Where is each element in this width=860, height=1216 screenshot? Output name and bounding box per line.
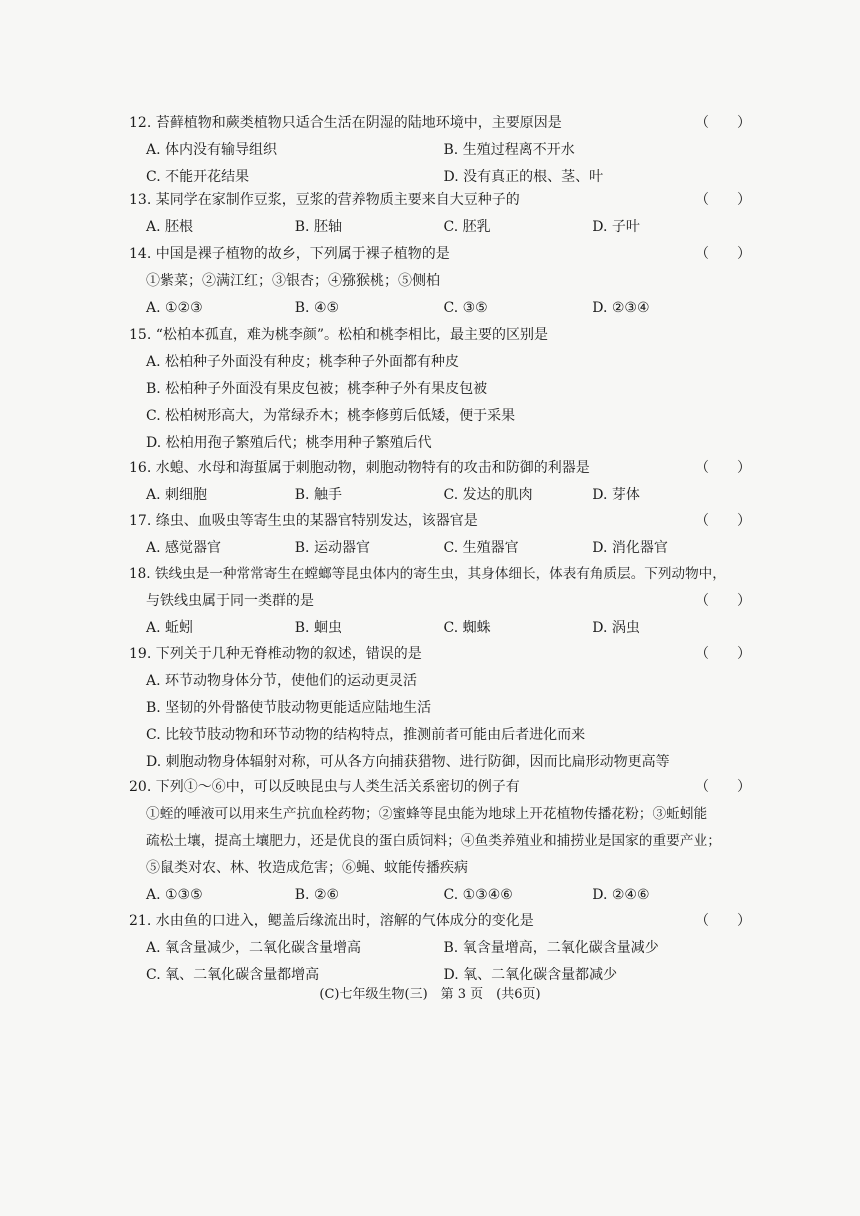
- option-c: C. 氧、二氧化碳含量都增高: [146, 967, 320, 983]
- option-d: D. ②③④: [592, 300, 650, 316]
- answer-bracket: （ ）: [695, 246, 751, 262]
- answer-bracket: （ ）: [695, 192, 751, 208]
- option-d: D. 氧、二氧化碳含量都减少: [443, 967, 618, 983]
- option-d: D. 消化器官: [592, 540, 668, 556]
- option-c: C. ①③④⑥: [443, 887, 513, 903]
- question-18: [129, 561, 751, 642]
- option-b: B. 松柏种子外面没有果皮包被；桃李种子外有果皮包被: [146, 381, 488, 397]
- question-items-line: ①蛭的唾液可以用来生产抗血栓药物；②蜜蜂等昆虫能为地球上开花植物传播花粉；③蚯蚓能: [146, 806, 708, 822]
- option-b: B. ②⑥: [294, 887, 340, 903]
- answer-bracket: （ ）: [695, 646, 751, 662]
- option-b: B. 触手: [294, 487, 342, 503]
- answer-bracket: （ ）: [695, 913, 751, 929]
- option-b: B. 氧含量增高，二氧化碳含量减少: [443, 940, 659, 956]
- option-c: C. 不能开花结果: [146, 169, 250, 185]
- option-a: A. 环节动物身体分节，使他们的运动更灵活: [146, 673, 418, 689]
- option-c: C. 生殖器官: [443, 540, 519, 556]
- question-16: [129, 455, 751, 509]
- option-c: C. 松柏树形高大，为常绿乔木；桃李修剪后低矮，便于采果: [146, 408, 516, 424]
- answer-bracket: （ ）: [695, 115, 751, 131]
- option-b: B. 蛔虫: [294, 620, 342, 636]
- option-d: D. 刺胞动物身体辐射对称，可从各方向捕获猎物、进行防御，因而比扁形动物更高等: [146, 754, 670, 770]
- option-d: D. 芽体: [592, 487, 640, 503]
- question-stem: 14. 中国是裸子植物的故乡，下列属于裸子植物的是: [129, 246, 450, 262]
- question-19: [129, 641, 751, 776]
- question-stem: 19. 下列关于几种无脊椎动物的叙述，错误的是: [129, 646, 422, 662]
- question-13: [129, 187, 751, 241]
- option-b: B. 胚轴: [294, 219, 342, 235]
- option-d: D. 松柏用孢子繁殖后代；桃李用种子繁殖后代: [146, 435, 432, 451]
- option-d: D. ②④⑥: [592, 887, 650, 903]
- answer-bracket: （ ）: [695, 779, 751, 795]
- option-b: B. 坚韧的外骨骼使节肢动物更能适应陆地生活: [146, 700, 432, 716]
- option-c: C. 发达的肌肉: [443, 487, 533, 503]
- option-a: A. 蚯蚓: [146, 620, 194, 636]
- question-stem: 18. 铁线虫是一种常常寄生在螳螂等昆虫体内的寄生虫，其身体细长，体表有角质层。下列动物中，: [129, 566, 726, 582]
- option-b: B. ④⑤: [294, 300, 340, 316]
- question-items-line: ⑤鼠类对农、林、牧造成危害；⑥蝇、蚊能传播疾病: [146, 860, 468, 876]
- option-c: C. 胚乳: [443, 219, 491, 235]
- question-items-line: 疏松土壤，提高土壤肥力，还是优良的蛋白质饲料；④鱼类养殖业和捕捞业是国家的重要产业；: [146, 833, 721, 849]
- page-footer: (C)七年级生物(三) 第 3 页 (共6页): [319, 987, 541, 1002]
- question-stem: 15. “松柏本孤直，难为桃李颜”。松柏和桃李相比，最主要的区别是: [129, 327, 549, 343]
- option-a: A. ①②③: [146, 300, 203, 316]
- option-a: A. 刺细胞: [146, 487, 208, 503]
- option-a: A. 胚根: [146, 219, 194, 235]
- option-a: A. ①③⑤: [146, 887, 203, 903]
- question-14: [129, 241, 751, 322]
- option-b: B. 运动器官: [294, 540, 370, 556]
- question-15: [129, 322, 741, 457]
- question-20: [129, 774, 751, 909]
- question-stem: 20. 下列①～⑥中，可以反映昆虫与人类生活关系密切的例子有: [129, 779, 520, 795]
- question-stem: 21. 水由鱼的口进入，鳃盖后缘流出时，溶解的气体成分的变化是: [129, 913, 534, 929]
- option-c: C. 比较节肢动物和环节动物的结构特点，推测前者可能由后者进化而来: [146, 727, 586, 743]
- question-stem: 16. 水螅、水母和海蜇属于刺胞动物，刺胞动物特有的攻击和防御的利器是: [129, 460, 590, 476]
- question-stem-continued: 与铁线虫属于同一类群的是: [146, 593, 314, 609]
- question-21: [129, 908, 751, 989]
- question-stem: 17. 绦虫、血吸虫等寄生虫的某器官特别发达，该器官是: [129, 513, 478, 529]
- option-a: A. 氧含量减少，二氧化碳含量增高: [146, 940, 362, 956]
- option-a: A. 感觉器官: [146, 540, 222, 556]
- answer-bracket: （ ）: [695, 513, 751, 529]
- option-b: B. 生殖过程离不开水: [443, 142, 575, 158]
- option-d: D. 涡虫: [592, 620, 640, 636]
- option-c: C. 蜘蛛: [443, 620, 491, 636]
- question-stem: 13. 某同学在家制作豆浆，豆浆的营养物质主要来自大豆种子的: [129, 192, 520, 208]
- option-a: A. 体内没有输导组织: [146, 142, 278, 158]
- question-17: [129, 508, 751, 562]
- question-stem: 12. 苔藓植物和蕨类植物只适合生活在阴湿的陆地环境中，主要原因是: [129, 115, 562, 131]
- question-items: ①紫菜；②满江红；③银杏；④猕猴桃；⑤侧柏: [146, 273, 440, 289]
- option-d: D. 子叶: [592, 219, 640, 235]
- option-a: A. 松柏种子外面没有种皮；桃李种子外面都有种皮: [146, 354, 460, 370]
- answer-bracket: （ ）: [695, 460, 751, 476]
- option-c: C. ③⑤: [443, 300, 488, 316]
- question-12: [129, 110, 751, 191]
- option-d: D. 没有真正的根、茎、叶: [443, 169, 604, 185]
- answer-bracket: （ ）: [695, 593, 751, 609]
